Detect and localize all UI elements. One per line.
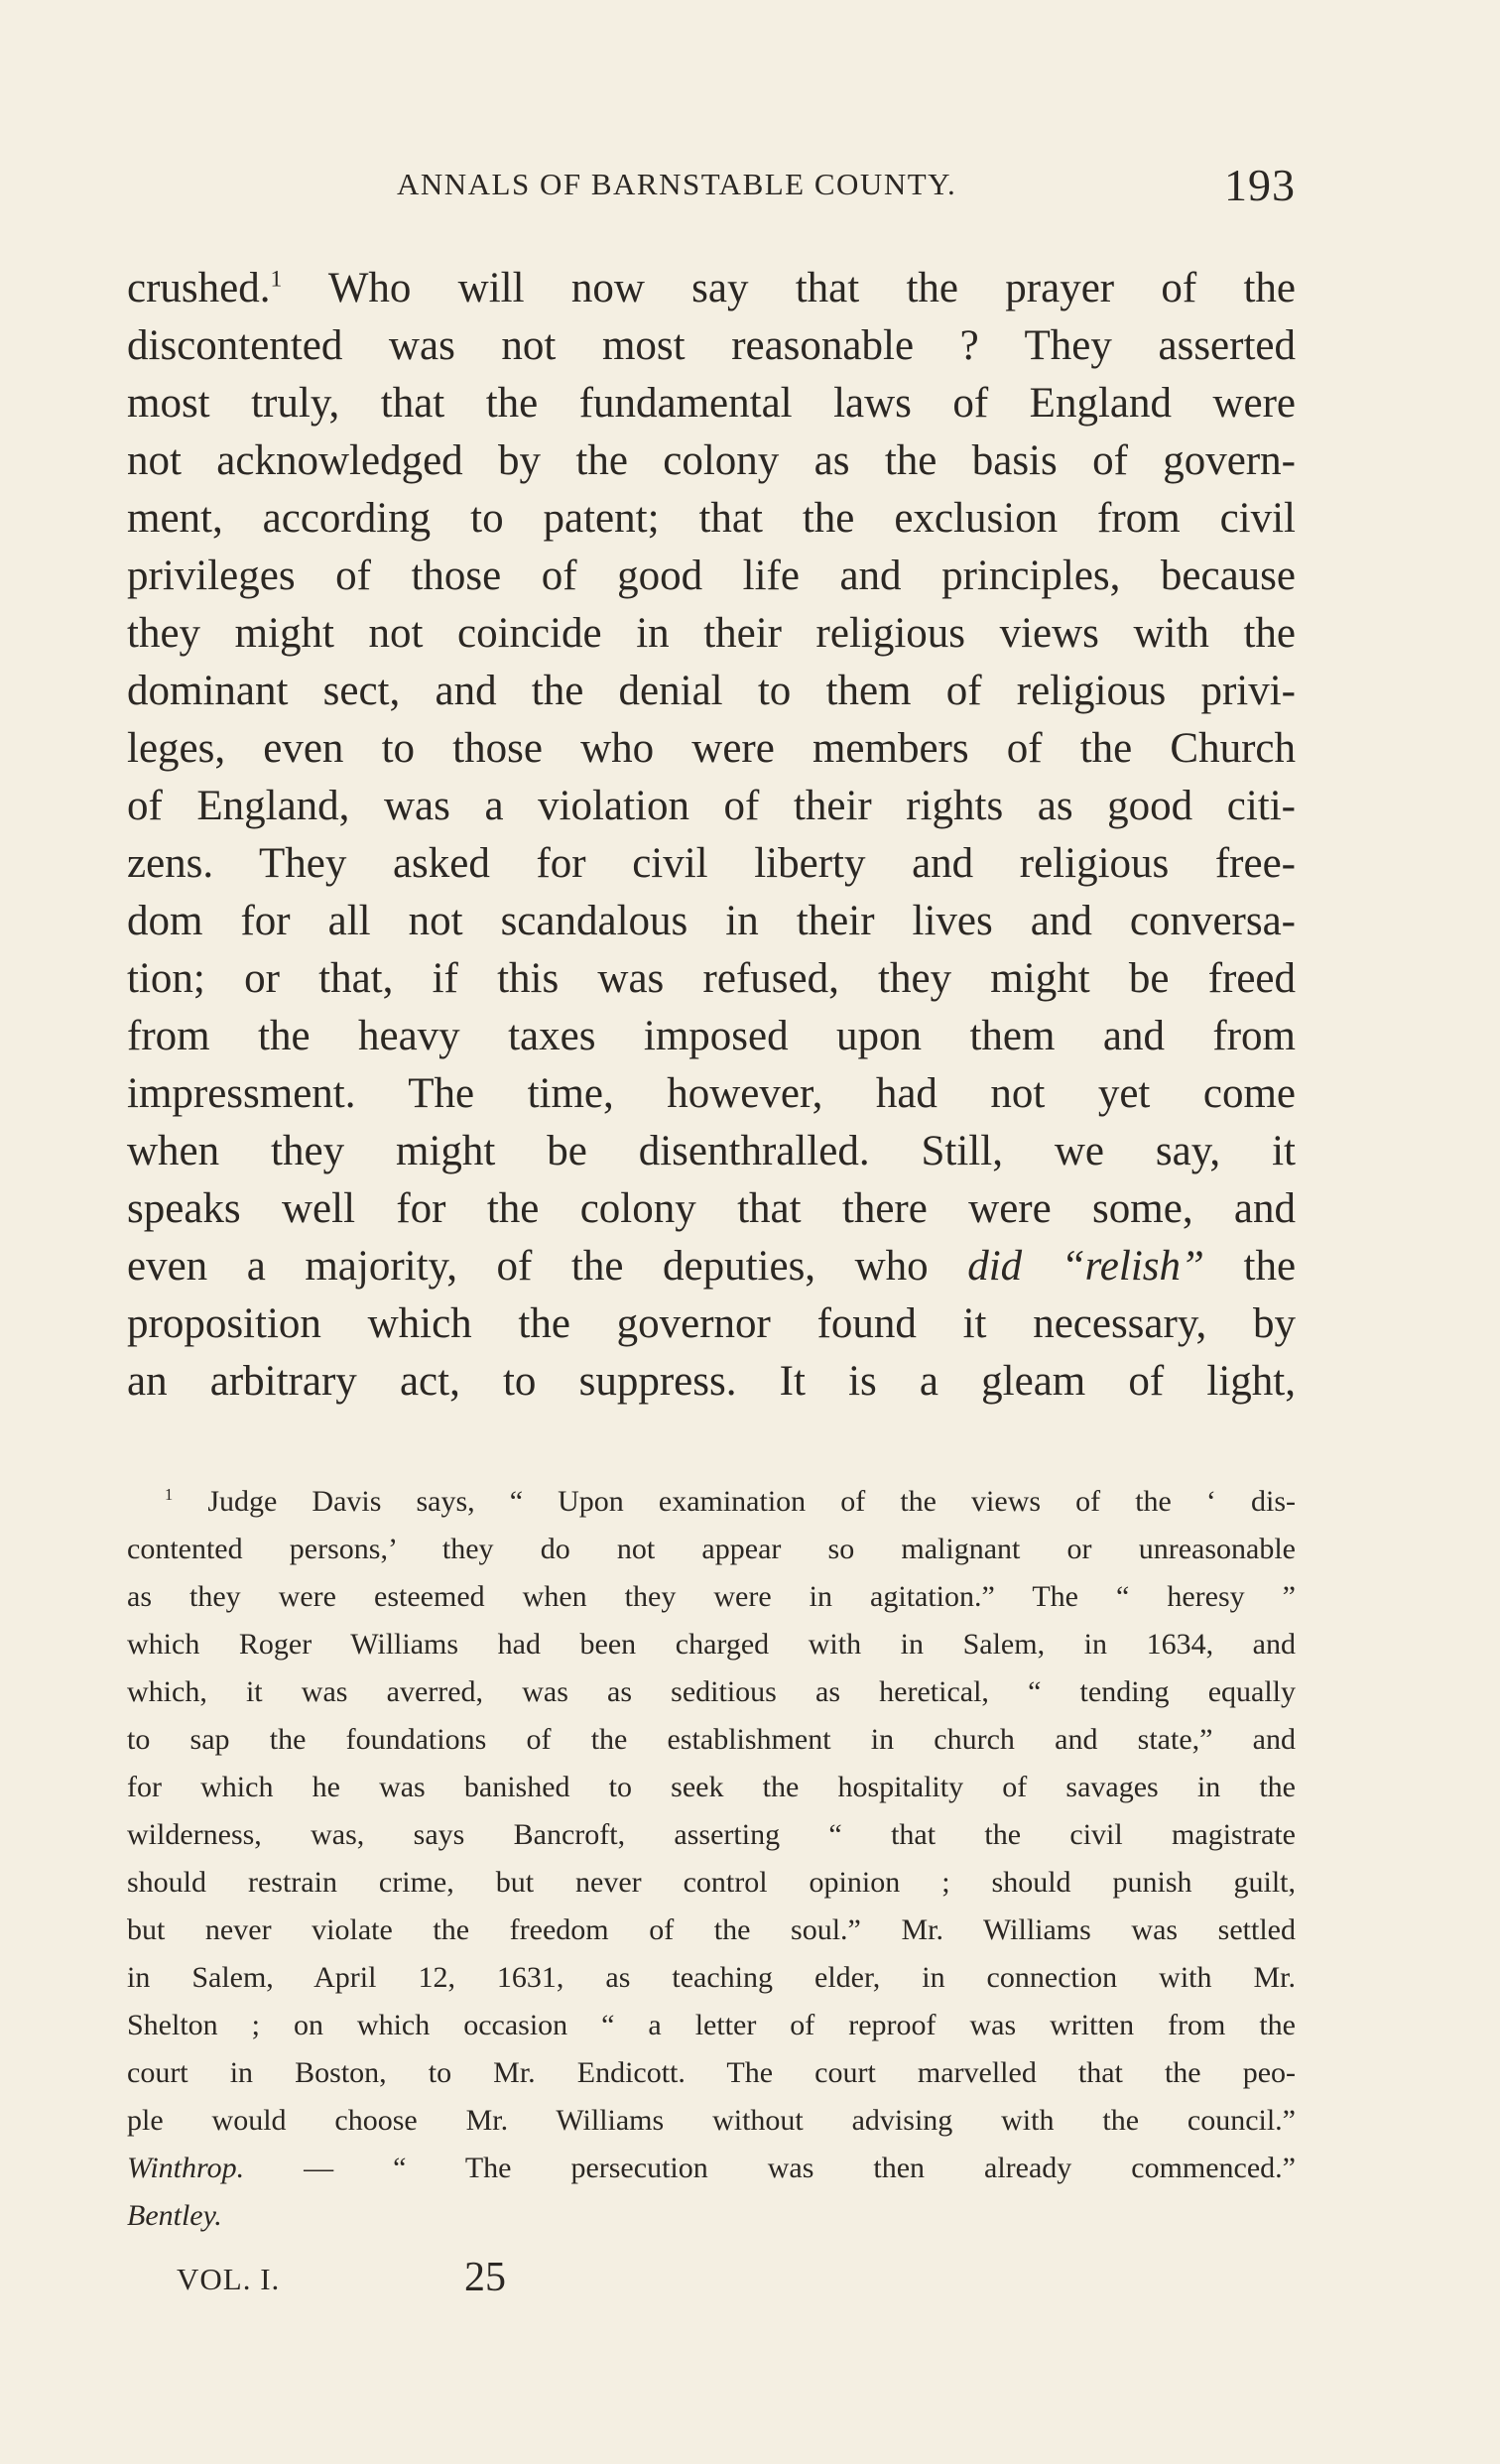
volume-label: VOL. I. bbox=[177, 2262, 281, 2296]
body-line: when they might be disenthralled. Still, we say, it bbox=[127, 1128, 1296, 1174]
body-line: most truly, that the fundamental laws of England were bbox=[127, 380, 1296, 427]
body-line: leges, even to those who were members of the Church bbox=[127, 725, 1296, 772]
body-text bbox=[127, 260, 1296, 1411]
footnote-marker: 1 bbox=[165, 1485, 174, 1504]
footnote-line: which, it was averred, was as seditious as heretical, “ tending equally bbox=[127, 1675, 1296, 1708]
footnote-line: ple would choose Mr. Williams without advising with the council.” bbox=[127, 2104, 1296, 2137]
signature-line bbox=[177, 2254, 1268, 2313]
footnote-line bbox=[127, 2145, 1296, 2192]
body-line: tion; or that, if this was refused, they might be freed bbox=[127, 955, 1296, 1002]
footnote-line: which Roger Williams had been charged with in Salem, in 1634, and bbox=[127, 1628, 1296, 1661]
body-line: dominant sect, and the denial to them of religious privi- bbox=[127, 668, 1296, 714]
footnote-line-text: Judge Davis says, “ Upon examination of the views of the ‘ dis- bbox=[207, 1485, 1296, 1518]
footnote-line bbox=[127, 2192, 1296, 2240]
body-line: ment, according to patent; that the exclusion from civil bbox=[127, 495, 1296, 542]
body-line: not acknowledged by the colony as the basis of govern- bbox=[127, 437, 1296, 484]
footnote-line: court in Boston, to Mr. Endicott. The court marvelled that the peo- bbox=[127, 2056, 1296, 2089]
body-line: an arbitrary act, to suppress. It is a gleam of light, bbox=[127, 1358, 1296, 1405]
footnote-line: as they were esteemed when they were in agitation.” The “ heresy ” bbox=[127, 1580, 1296, 1613]
body-line-text: Who will now say that the prayer of the bbox=[327, 265, 1296, 311]
footnote-line: in Salem, April 12, 1631, as teaching elder, in connection with Mr. bbox=[127, 1961, 1296, 1994]
footnote-reference: 1 bbox=[270, 266, 283, 293]
footnote-line: wilderness, was, says Bancroft, asserting “ that the civil magistrate bbox=[127, 1818, 1296, 1851]
body-line: privileges of those of good life and principles, because bbox=[127, 553, 1296, 599]
footnote-line: but never violate the freedom of the soul.” Mr. Williams was settled bbox=[127, 1913, 1296, 1946]
footnote-line: Shelton ; on which occasion “ a letter of reproof was written from the bbox=[127, 2009, 1296, 2041]
footnote-citation-bentley: Bentley. bbox=[127, 2199, 222, 2232]
body-line: dom for all not scandalous in their lives and conversa- bbox=[127, 898, 1296, 944]
running-title: ANNALS OF BARNSTABLE COUNTY. bbox=[397, 167, 957, 201]
footnote-line: should restrain crime, but never control opinion ; should punish guilt, bbox=[127, 1866, 1296, 1899]
body-line: from the heavy taxes imposed upon them and from bbox=[127, 1013, 1296, 1059]
footnote-line: to sap the foundations of the establishment in church and state,” and bbox=[127, 1723, 1296, 1756]
italic-relish: “relish” bbox=[1061, 1243, 1204, 1290]
body-line: impressment. The time, however, had not yet come bbox=[127, 1070, 1296, 1117]
body-line: of England, was a violation of their rights as good citi- bbox=[127, 783, 1296, 829]
body-line: zens. They asked for civil liberty and religious free- bbox=[127, 840, 1296, 887]
footnote bbox=[127, 1478, 1296, 2240]
body-line: speaks well for the colony that there were some, and bbox=[127, 1185, 1296, 1232]
body-line: they might not coincide in their religious views with the bbox=[127, 610, 1296, 657]
footnote-line: for which he was banished to seek the hospitality of savages in the bbox=[127, 1771, 1296, 1803]
footnote-line: contented persons,’ they do not appear so malignant or unreasonable bbox=[127, 1533, 1296, 1565]
footnote-citation-winthrop: Winthrop. bbox=[127, 2152, 245, 2184]
page-number: 193 bbox=[1224, 160, 1296, 210]
body-line-text: even a majority, of the deputies, who bbox=[127, 1243, 929, 1290]
body-line: discontented was not most reasonable ? They asserted bbox=[127, 322, 1296, 369]
body-line bbox=[127, 260, 1296, 317]
running-head bbox=[127, 159, 1296, 218]
body-line-text: crushed. bbox=[127, 265, 271, 311]
footnote-line bbox=[127, 1478, 1296, 1526]
body-line: proposition which the governor found it necessary, by bbox=[127, 1300, 1296, 1347]
body-line bbox=[127, 1238, 1296, 1295]
signature-number: 25 bbox=[464, 2255, 506, 2300]
footnote-line-text: — “ The persecution was then already commenced.” bbox=[304, 2152, 1297, 2184]
body-line-text: the bbox=[1243, 1243, 1297, 1290]
italic-did: did bbox=[967, 1243, 1023, 1290]
